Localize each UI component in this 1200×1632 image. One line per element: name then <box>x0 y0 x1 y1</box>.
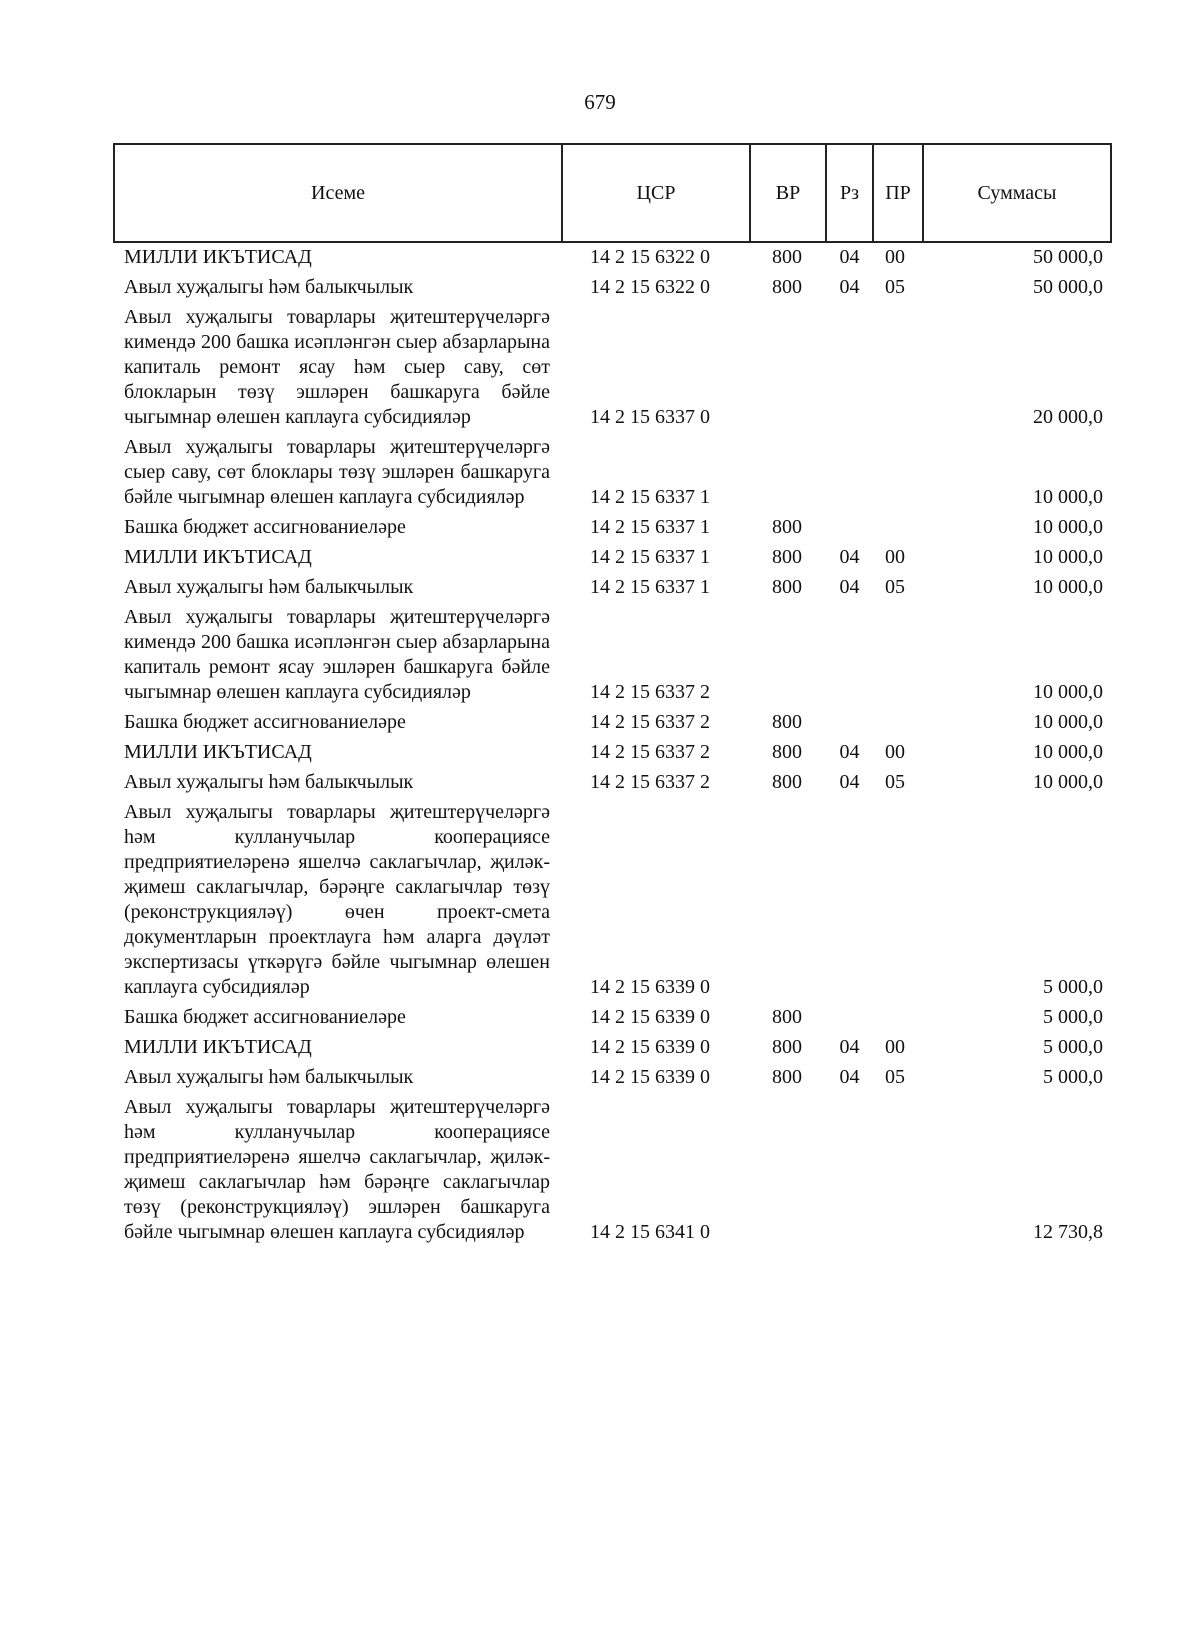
cell-pr <box>873 602 923 707</box>
cell-sum: 50 000,0 <box>1033 246 1103 268</box>
cell-name: Авыл хуҗалыгы һәм балыкчылык <box>124 771 414 793</box>
table-row <box>114 242 1111 272</box>
cell-sum: 10 000,0 <box>1033 486 1103 508</box>
table-row <box>114 1032 1111 1062</box>
cell-vr: 800 <box>772 741 802 763</box>
cell-pr <box>873 1002 923 1032</box>
cell-vr: 800 <box>772 771 802 793</box>
cell-sum: 10 000,0 <box>1033 771 1103 793</box>
page-number: 679 <box>584 90 616 114</box>
table-body <box>114 242 1111 1247</box>
cell-name: Авыл хуҗалыгы товарлары җитештерүчеләргә сыер саву, сөт блоклары төзү эшләрен башкаруга бәйле чыгымнар өлешен каплауга субсидияләр <box>124 436 550 508</box>
table-row <box>114 602 1111 707</box>
cell-vr: 800 <box>772 276 802 298</box>
header-sum: Суммасы <box>923 144 1111 242</box>
header-name: Исеме <box>114 144 562 242</box>
cell-pr <box>873 302 923 432</box>
cell-pr <box>873 797 923 1002</box>
table-row <box>114 767 1111 797</box>
cell-rz: 04 <box>839 546 860 568</box>
cell-rz: 04 <box>839 771 860 793</box>
cell-pr: 05 <box>885 771 905 793</box>
cell-pr <box>873 707 923 737</box>
cell-sum: 10 000,0 <box>1033 576 1103 598</box>
cell-rz <box>826 797 873 1002</box>
cell-name: Авыл хуҗалыгы һәм балыкчылык <box>124 576 414 598</box>
cell-rz: 04 <box>839 576 860 598</box>
cell-sum: 20 000,0 <box>1033 406 1103 428</box>
cell-pr <box>873 1092 923 1247</box>
table-row <box>114 272 1111 302</box>
cell-vr: 800 <box>772 1036 802 1058</box>
cell-name: Башка бюджет ассигнованиеләре <box>124 711 406 733</box>
cell-pr: 00 <box>885 246 905 268</box>
cell-name: МИЛЛИ ИКЪТИСАД <box>124 1036 312 1058</box>
cell-vr <box>750 602 826 707</box>
cell-pr: 00 <box>885 546 905 568</box>
table-row <box>114 542 1111 572</box>
cell-vr <box>750 797 826 1002</box>
budget-table <box>113 143 1112 1247</box>
header-rz: Рз <box>826 144 873 242</box>
cell-csr: 14 2 15 6339 0 <box>590 976 710 998</box>
cell-vr: 800 <box>772 576 802 598</box>
header-pr: ПР <box>873 144 923 242</box>
cell-vr <box>750 432 826 512</box>
cell-csr: 14 2 15 6339 0 <box>590 1066 710 1088</box>
cell-csr: 14 2 15 6337 1 <box>590 516 710 538</box>
cell-csr: 14 2 15 6337 2 <box>590 681 710 703</box>
cell-sum: 10 000,0 <box>1033 681 1103 703</box>
cell-csr: 14 2 15 6337 1 <box>590 486 710 508</box>
cell-csr: 14 2 15 6341 0 <box>590 1221 710 1243</box>
cell-rz: 04 <box>839 276 860 298</box>
cell-name: Авыл хуҗалыгы товарлары җитештерүчеләргә кимендә 200 башка исәпләнгән сыер абзарларына капиталь ремонт ясау эшләрен башкаруга бәйле чыгымнар өлешен каплауга субсидияләр <box>124 606 550 703</box>
cell-csr: 14 2 15 6322 0 <box>590 276 710 298</box>
table-row <box>114 512 1111 542</box>
cell-vr <box>750 302 826 432</box>
cell-sum: 5 000,0 <box>1043 1006 1103 1028</box>
cell-rz: 04 <box>839 741 860 763</box>
cell-sum: 10 000,0 <box>1033 711 1103 733</box>
table-row <box>114 432 1111 512</box>
table-row <box>114 1092 1111 1247</box>
cell-pr: 00 <box>885 741 905 763</box>
cell-sum: 10 000,0 <box>1033 546 1103 568</box>
cell-rz <box>826 512 873 542</box>
cell-name: Башка бюджет ассигнованиеләре <box>124 516 406 538</box>
cell-pr: 05 <box>885 1066 905 1088</box>
cell-vr: 800 <box>772 516 802 538</box>
cell-name: МИЛЛИ ИКЪТИСАД <box>124 741 312 763</box>
table-row <box>114 707 1111 737</box>
cell-rz <box>826 1002 873 1032</box>
cell-pr <box>873 432 923 512</box>
cell-csr: 14 2 15 6337 1 <box>590 546 710 568</box>
cell-rz <box>826 707 873 737</box>
cell-csr: 14 2 15 6339 0 <box>590 1006 710 1028</box>
cell-csr: 14 2 15 6337 1 <box>590 576 710 598</box>
table-row <box>114 737 1111 767</box>
cell-vr <box>750 1092 826 1247</box>
table-header <box>114 144 1111 242</box>
cell-name: Авыл хуҗалыгы һәм балыкчылык <box>124 1066 414 1088</box>
cell-csr: 14 2 15 6337 2 <box>590 741 710 763</box>
cell-rz <box>826 432 873 512</box>
cell-rz <box>826 302 873 432</box>
table-row <box>114 302 1111 432</box>
cell-pr: 05 <box>885 276 905 298</box>
cell-rz: 04 <box>839 1066 860 1088</box>
cell-sum: 5 000,0 <box>1043 1066 1103 1088</box>
cell-csr: 14 2 15 6339 0 <box>590 1036 710 1058</box>
header-csr: ЦСР <box>562 144 750 242</box>
cell-vr: 800 <box>772 1006 802 1028</box>
cell-rz: 04 <box>839 246 860 268</box>
cell-vr: 800 <box>772 711 802 733</box>
cell-sum: 12 730,8 <box>1033 1221 1103 1243</box>
cell-sum: 10 000,0 <box>1033 741 1103 763</box>
table-row <box>114 1002 1111 1032</box>
cell-csr: 14 2 15 6337 2 <box>590 771 710 793</box>
cell-csr: 14 2 15 6337 2 <box>590 711 710 733</box>
cell-vr: 800 <box>772 1066 802 1088</box>
cell-csr: 14 2 15 6337 0 <box>590 406 710 428</box>
cell-name: Авыл хуҗалыгы товарлары җитештерүчеләргә кимендә 200 башка исәпләнгән сыер абзарларына капиталь ремонт ясау һәм сыер саву, сөт блокларын төзү эшләрен башкаруга бәйле чыгымнар өлешен каплауга субсидияләр <box>124 306 550 428</box>
cell-rz <box>826 1092 873 1247</box>
cell-name: Авыл хуҗалыгы товарлары җитештерүчеләргә һәм кулланучылар кооперациясе предприятиеләренә яшелчә саклагычлар, җиләк-җимеш саклагычлар һәм бәрәңге саклагычлар төзү (реконструкцияләү) эшләрен башкаруга бәйле чыгымнар өлешен каплауга субсидияләр <box>124 1096 550 1243</box>
cell-sum: 50 000,0 <box>1033 276 1103 298</box>
table-row <box>114 572 1111 602</box>
cell-pr <box>873 512 923 542</box>
cell-name: Башка бюджет ассигнованиеләре <box>124 1006 406 1028</box>
cell-sum: 10 000,0 <box>1033 516 1103 538</box>
cell-pr: 00 <box>885 1036 905 1058</box>
cell-name: Авыл хуҗалыгы товарлары җитештерүчеләргә һәм кулланучылар кооперациясе предприятиеләренә яшелчә саклагычлар, җиләк-җимеш саклагычлар, бәрәңге саклагычлар төзү (реконструкцияләү) өчен проект-смета документларын проектлауга һәм аларга дәүләт экспертизасы үткәрүгә бәйле чыгымнар өлешен каплауга субсидияләр <box>124 801 550 998</box>
header-vr: ВР <box>750 144 826 242</box>
cell-vr: 800 <box>772 546 802 568</box>
cell-name: МИЛЛИ ИКЪТИСАД <box>124 246 312 268</box>
cell-rz: 04 <box>839 1036 860 1058</box>
cell-csr: 14 2 15 6322 0 <box>590 246 710 268</box>
cell-sum: 5 000,0 <box>1043 976 1103 998</box>
table-row <box>114 797 1111 1002</box>
cell-rz <box>826 602 873 707</box>
cell-sum: 5 000,0 <box>1043 1036 1103 1058</box>
cell-vr: 800 <box>772 246 802 268</box>
cell-name: Авыл хуҗалыгы һәм балыкчылык <box>124 276 414 298</box>
table-row <box>114 1062 1111 1092</box>
cell-name: МИЛЛИ ИКЪТИСАД <box>124 546 312 568</box>
cell-pr: 05 <box>885 576 905 598</box>
